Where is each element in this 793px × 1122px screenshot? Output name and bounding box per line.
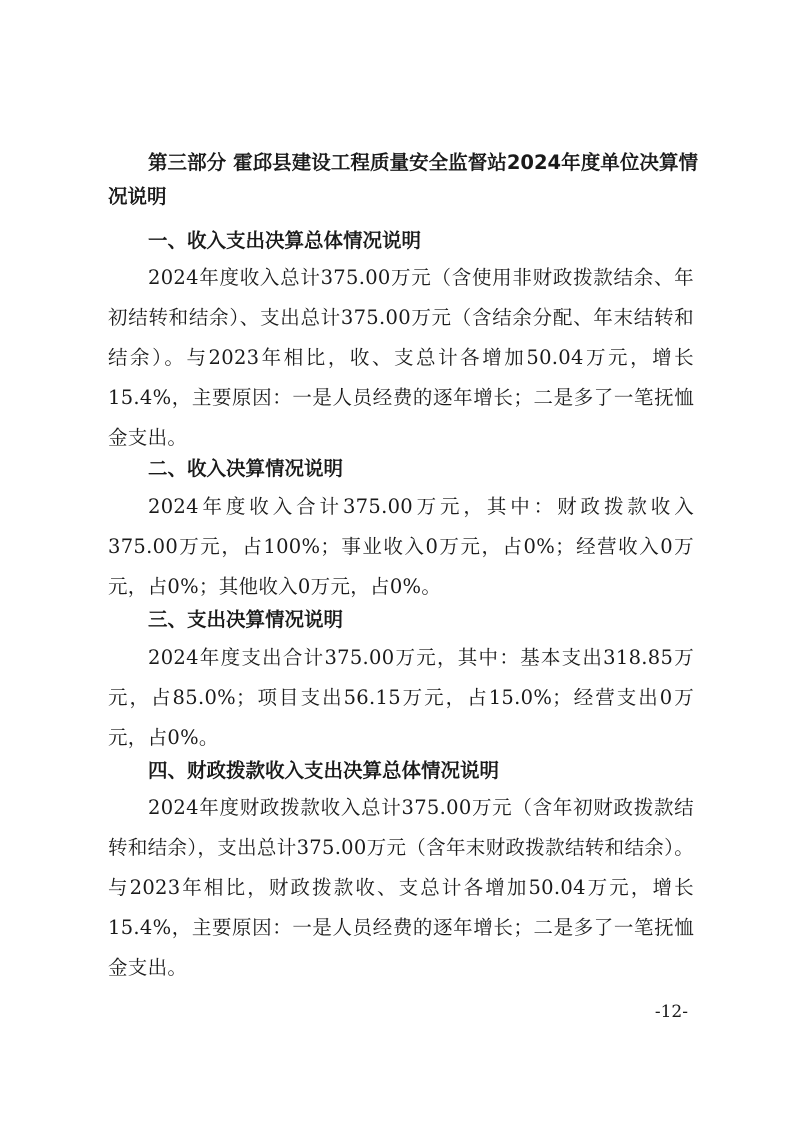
section-body-1: 2024年度收入总计375.00万元（含使用非财政拨款结余、年初结转和结余）、支出总计375.00万元（含结余分配、年末结转和结余）。与2023年相比，收、支总计各增加50.04万元，增长15.4%，主要原因：一是人员经费的逐年增长；二是多了一笔抚恤金支出。 xyxy=(108,266,694,449)
section-heading-3: 三、支出决算情况说明 xyxy=(148,608,344,631)
section-heading-4: 四、财政拨款收入支出决算总体情况说明 xyxy=(148,759,500,782)
page-number: -12- xyxy=(654,1002,688,1022)
section-body-2: 2024年度收入合计375.00万元，其中：财政拨款收入375.00万元，占100%；事业收入0万元，占0%；经营收入0万元，占0%；其他收入0万元，占0%。 xyxy=(108,495,694,598)
section-heading-2: 二、收入决算情况说明 xyxy=(148,457,344,480)
section-body-4: 2024年度财政拨款收入总计375.00万元（含年初财政拨款结转和结余），支出总计375.00万元（含年末财政拨款结转和结余）。与2023年相比，财政拨款收、支总计各增加50.04万元，增长15.4%，主要原因：一是人员经费的逐年增长；二是多了一笔抚恤金支出。 xyxy=(108,796,694,979)
section-body-3: 2024年度支出合计375.00万元，其中：基本支出318.85万元，占85.0%；项目支出56.15万元，占15.0%；经营支出0万元，占0%。 xyxy=(108,646,694,749)
section-heading-1: 一、收入支出决算总体情况说明 xyxy=(148,229,422,252)
document-title: 第三部分 霍邱县建设工程质量安全监督站2024年度单位决算情况说明 xyxy=(108,151,698,208)
